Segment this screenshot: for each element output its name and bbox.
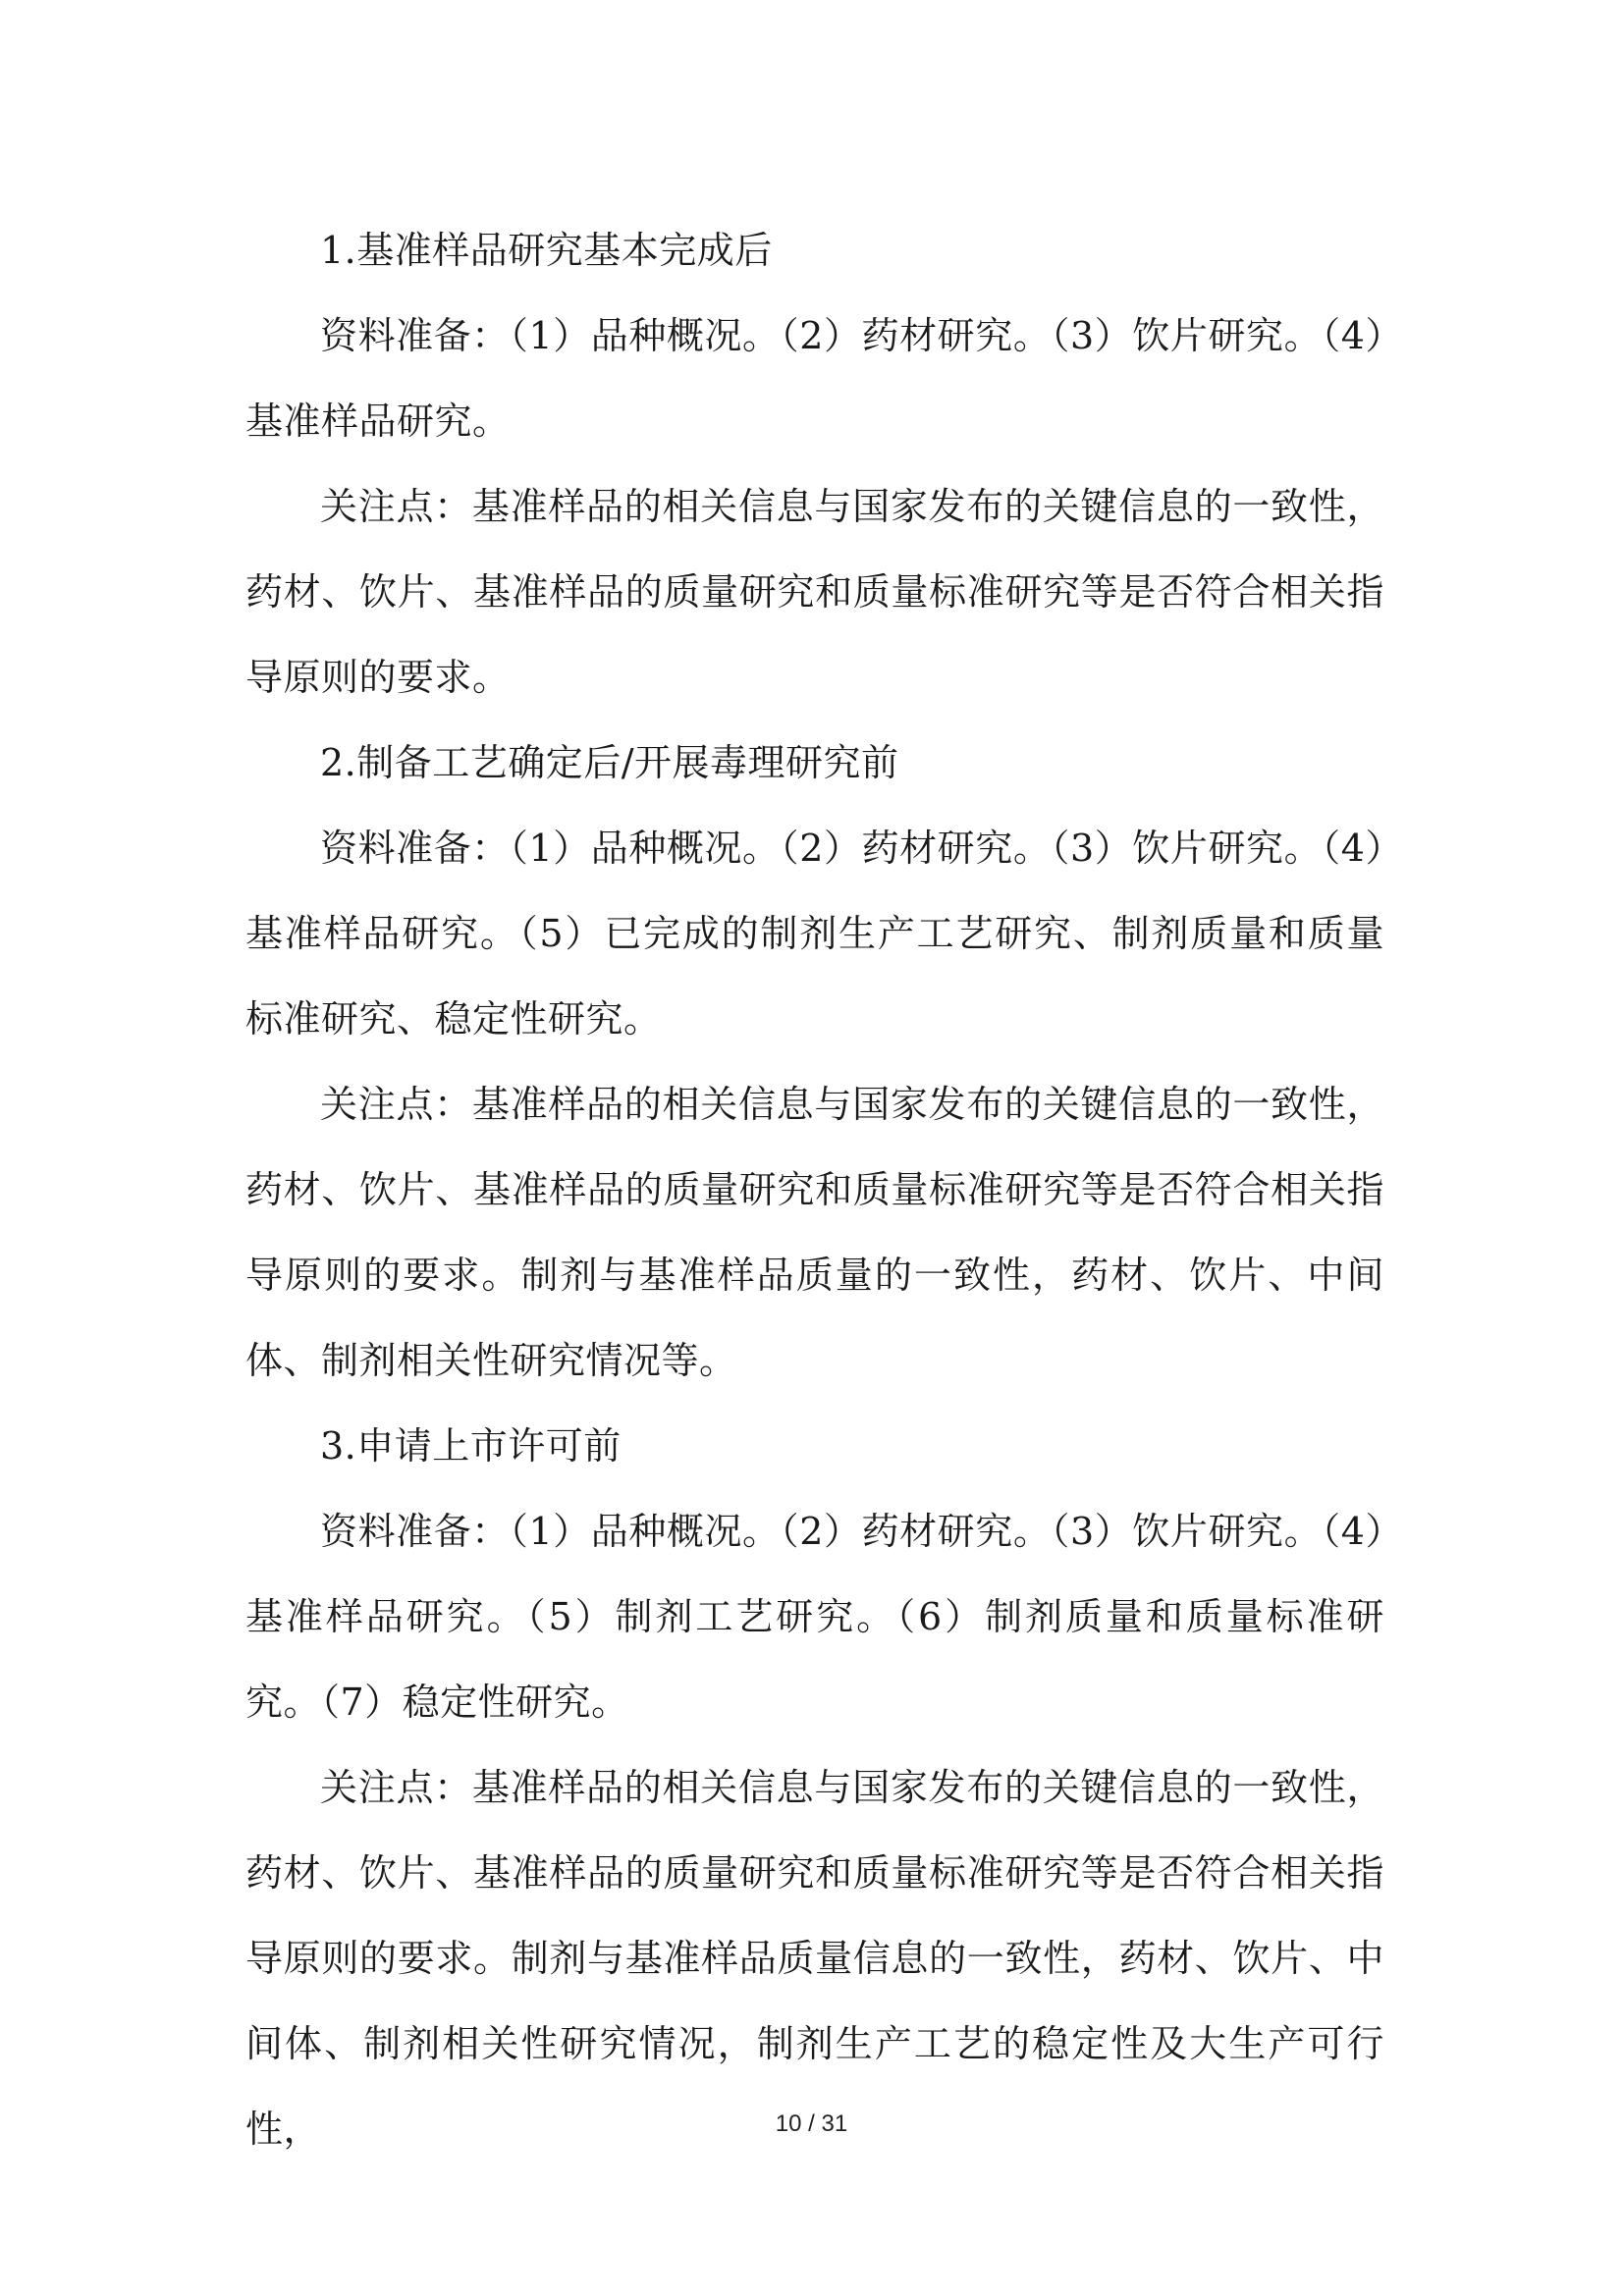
focus-paragraph-2: 关注点：基准样品的相关信息与国家发布的关键信息的一致性，药材、饮片、基准样品的质量研究和质量标准研究等是否符合相关指导原则的要求。制剂与基准样品质量的一致性，药材、饮片、中间体、制剂相关性研究情况等。	[245, 1083, 1384, 1382]
focus-paragraph-1: 关注点：基准样品的相关信息与国家发布的关键信息的一致性，药材、饮片、基准样品的质量研究和质量标准研究等是否符合相关指导原则的要求。	[245, 485, 1384, 699]
focus-paragraph-3: 关注点：基准样品的相关信息与国家发布的关键信息的一致性，药材、饮片、基准样品的质量研究和质量标准研究等是否符合相关指导原则的要求。制剂与基准样品质量信息的一致性，药材、饮片、中间体、制剂相关性研究情况，制剂生产工艺的稳定性及大生产可行性，	[245, 1766, 1384, 2151]
materials-paragraph-2: 资料准备：（1）品种概况。（2）药材研究。（3）饮片研究。（4）基准样品研究。（5）已完成的制剂生产工艺研究、制剂质量和质量标准研究、稳定性研究。	[245, 827, 1384, 1041]
materials-paragraph-3: 资料准备：（1）品种概况。（2）药材研究。（3）饮片研究。（4）基准样品研究。（5）制剂工艺研究。（6）制剂质量和质量标准研究。（7）稳定性研究。	[245, 1510, 1384, 1724]
page-number: 10 / 31	[775, 2110, 848, 2137]
section-heading-1: 1.基准样品研究基本完成后	[320, 229, 773, 272]
materials-paragraph-1: 资料准备：（1）品种概况。（2）药材研究。（3）饮片研究。（4）基准样品研究。	[245, 314, 1384, 443]
document-body	[245, 208, 1384, 2172]
section-heading-2: 2.制备工艺确定后/开展毒理研究前	[320, 741, 899, 784]
section-heading-3: 3.申请上市许可前	[320, 1424, 622, 1468]
